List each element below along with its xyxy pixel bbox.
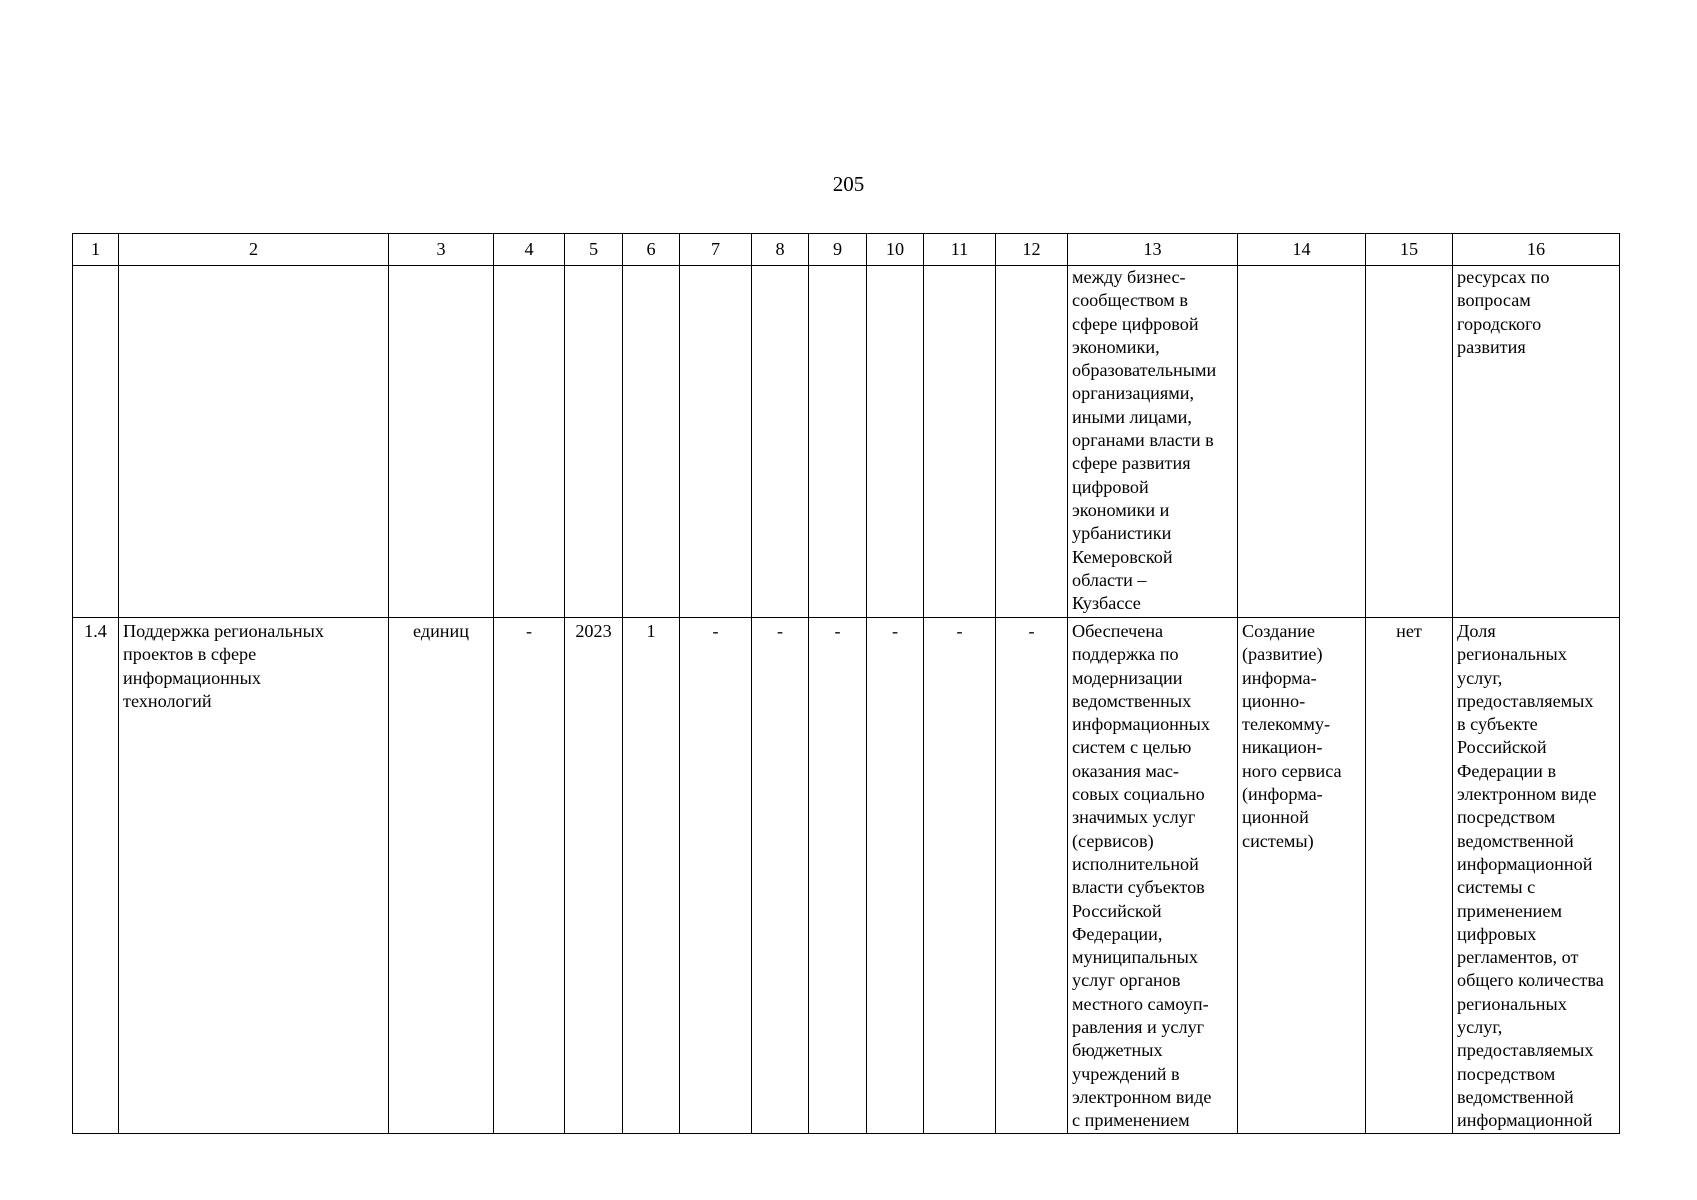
column-number: 10	[867, 234, 924, 266]
empty-cell	[1366, 266, 1453, 618]
column-number: 4	[494, 234, 565, 266]
column-number-row	[73, 234, 1620, 266]
column-number: 1	[73, 234, 119, 266]
empty-cell	[73, 266, 119, 618]
empty-cell	[809, 266, 867, 618]
value-cell: -	[494, 618, 565, 1134]
empty-cell	[389, 266, 494, 618]
column-number: 8	[752, 234, 809, 266]
indicator-cell: Доля региональных услуг, предоставляемых в субъекте Российской Федерации в электронном виде посредством ведомственной информационной системы с применением цифровых регламентов, от общего количества региональных услуг, предоставляемых посредством ведомственной информационной	[1453, 618, 1620, 1134]
indicator-cell: ресурсах по вопросам городского развития	[1453, 266, 1620, 618]
project-name-cell: Поддержка региональных проектов в сфере информационных технологий	[119, 618, 389, 1134]
result-description-cell: между бизнес- сообществом в сфере цифровой экономики, образовательными организациями, иными лицами, органами власти в сфере развития цифровой экономики и урбанистики Кемеровской области – Кузбассе	[1068, 266, 1238, 618]
value-cell: -	[996, 618, 1068, 1134]
empty-cell	[752, 266, 809, 618]
empty-cell	[494, 266, 565, 618]
column-number: 12	[996, 234, 1068, 266]
value-cell: 1	[623, 618, 680, 1134]
table-row-1-4	[73, 618, 1620, 1134]
column-number: 6	[623, 234, 680, 266]
flag-cell: нет	[1366, 618, 1453, 1134]
empty-cell	[623, 266, 680, 618]
empty-cell	[680, 266, 752, 618]
empty-cell	[565, 266, 623, 618]
value-cell: -	[924, 618, 996, 1134]
column-number: 9	[809, 234, 867, 266]
column-number: 5	[565, 234, 623, 266]
column-number: 16	[1453, 234, 1620, 266]
value-cell: -	[867, 618, 924, 1134]
unit-cell: единиц	[389, 618, 494, 1134]
column-number: 11	[924, 234, 996, 266]
empty-cell	[1238, 266, 1366, 618]
empty-cell	[867, 266, 924, 618]
column-number: 2	[119, 234, 389, 266]
empty-cell	[119, 266, 389, 618]
empty-cell	[996, 266, 1068, 618]
column-number: 13	[1068, 234, 1238, 266]
result-type-cell: Создание (развитие) информа- ционно- телекомму- никацион- ного сервиса (информа- ционной системы)	[1238, 618, 1366, 1134]
value-cell: -	[680, 618, 752, 1134]
data-table	[72, 233, 1620, 1134]
result-description-cell: Обеспечена поддержка по модернизации ведомственных информационных систем с целью оказания мас- совых социально значимых услуг (сервисов) исполнительной власти субъектов Российской Федерации, муниципальных услуг органов местного самоуп- равления и услуг бюджетных учреждений в электронном виде с применением	[1068, 618, 1238, 1134]
column-number: 3	[389, 234, 494, 266]
row-number-cell: 1.4	[73, 618, 119, 1134]
column-number: 14	[1238, 234, 1366, 266]
value-cell: -	[752, 618, 809, 1134]
page-number: 205	[832, 172, 865, 196]
column-number: 7	[680, 234, 752, 266]
value-cell: -	[809, 618, 867, 1134]
empty-cell	[924, 266, 996, 618]
table-row-continuation	[73, 266, 1620, 618]
column-number: 15	[1366, 234, 1453, 266]
year-cell: 2023	[565, 618, 623, 1134]
